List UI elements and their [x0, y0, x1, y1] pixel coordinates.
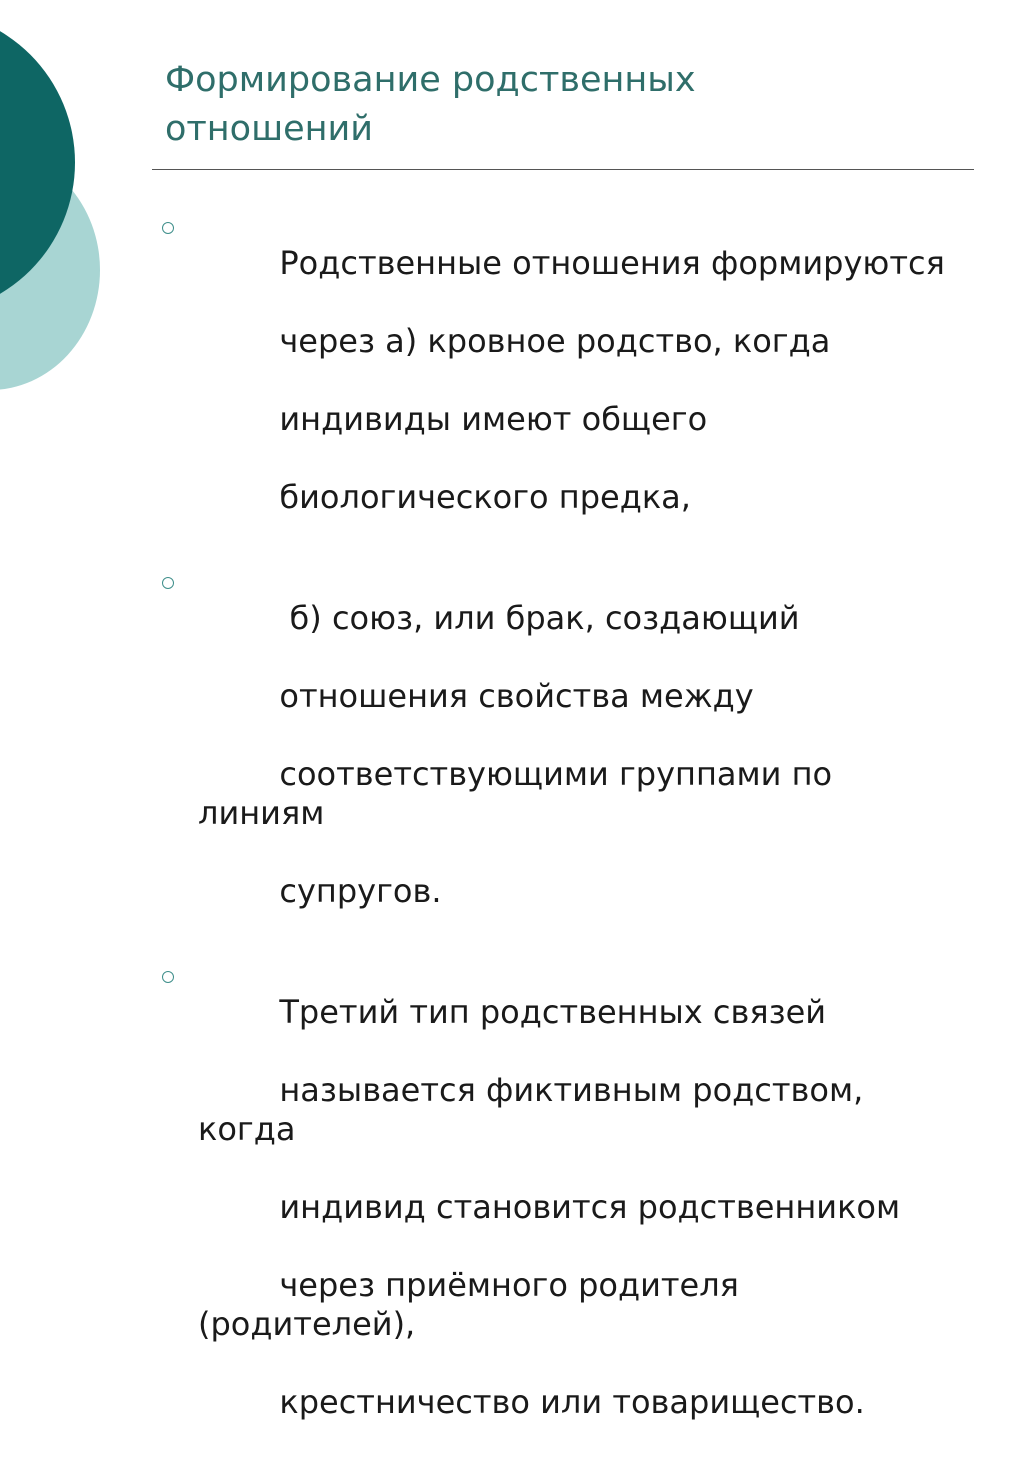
hollow-circle-bullet-icon [162, 577, 174, 589]
bullet-line: индивиды имеют общего [279, 400, 708, 438]
bullet-line: через а) кровное родство, когда [279, 322, 831, 360]
title-line-1: Формирование родственных [165, 60, 696, 100]
bullet-item [162, 205, 962, 556]
bullet-line: соответствующими группами по линиям [198, 755, 843, 832]
bullet-line: индивид становится родственником [279, 1188, 901, 1226]
bullet-line: б) союз, или брак, создающий [279, 599, 800, 637]
bullet-line: Третий тип родственных связей [279, 993, 827, 1031]
bullet-item [162, 954, 962, 1461]
title-divider [152, 169, 974, 170]
bullet-item [162, 560, 962, 950]
bullet-line: супругов. [279, 872, 442, 910]
hollow-circle-bullet-icon [162, 971, 174, 983]
title-line-2: отношений [165, 109, 374, 149]
bullet-text [198, 205, 945, 556]
hollow-circle-bullet-icon [162, 222, 174, 234]
bullet-list [162, 205, 962, 1465]
bullet-line: отношения свойства между [279, 677, 754, 715]
bullet-line: крестничество или товарищество. [279, 1383, 865, 1421]
bullet-line: называется фиктивным родством, когда [198, 1071, 874, 1148]
bullet-line: через приёмного родителя (родителей), [198, 1266, 750, 1343]
bullet-text [198, 560, 962, 950]
slide-title [165, 56, 965, 154]
bullet-line: биологического предка, [279, 478, 691, 516]
bullet-text [198, 954, 962, 1461]
bullet-line: Родственные отношения формируются [279, 244, 945, 282]
